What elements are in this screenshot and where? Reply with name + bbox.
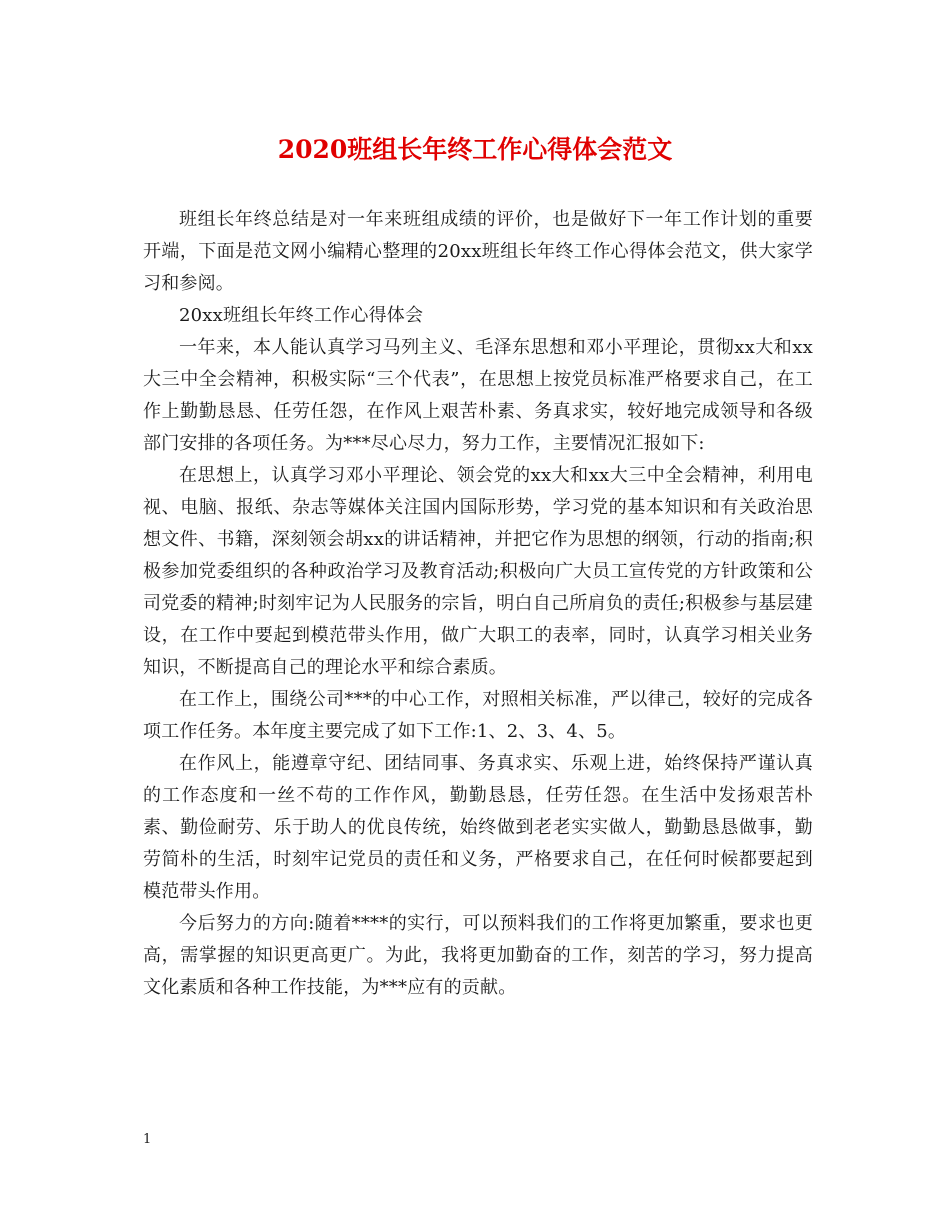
document-title: 2020班组长年终工作心得体会范文 bbox=[277, 135, 673, 164]
paragraph-future: 今后努力的方向:随着****的实行，可以预料我们的工作将更加繁重，要求也更高，需掌握的知识更高更广。为此，我将更加勤奋的工作，刻苦的学习，努力提高文化素质和各种工作技能，为***应有的贡献。 bbox=[143, 913, 813, 998]
paragraph-intro: 班组长年终总结是对一年来班组成绩的评价，也是做好下一年工作计划的重要开端，下面是范文网小编精心整理的20xx班组长年终工作心得体会范文，供大家学习和参阅。 bbox=[143, 209, 813, 294]
paragraph-subtitle: 20xx班组长年终工作心得体会 bbox=[179, 305, 424, 326]
paragraph-work: 在工作上，围绕公司***的中心工作，对照相关标准，严以律己，较好的完成各项工作任务。本年度主要完成了如下工作:1、2、3、4、5。 bbox=[143, 689, 813, 742]
paragraph-conduct: 在作风上，能遵章守纪、团结同事、务真求实、乐观上进，始终保持严谨认真的工作态度和一丝不苟的工作作风，勤勤恳恳，任劳任怨。在生活中发扬艰苦朴素、勤俭耐劳、乐于助人的优良传统，始终做到老老实实做人，勤勤恳恳做事，勤劳简朴的生活，时刻牢记党员的责任和义务，严格要求自己，在任何时候都要起到模范带头作用。 bbox=[143, 753, 813, 902]
page-number: 1 bbox=[143, 1132, 152, 1147]
paragraph-overview: 一年来，本人能认真学习马列主义、毛泽东思想和邓小平理论，贯彻xx大和xx大三中全会精神，积极实际“三个代表”，在思想上按党员标准严格要求自己，在工作上勤勤恳恳、任劳任怨，在作风上艰苦朴素、务真求实，较好地完成领导和各级部门安排的各项任务。为***尽心尽力，努力工作，主要情况汇报如下: bbox=[143, 337, 813, 454]
paragraph-ideology: 在思想上，认真学习邓小平理论、领会党的xx大和xx大三中全会精神，利用电视、电脑、报纸、杂志等媒体关注国内国际形势，学习党的基本知识和有关政治思想文件、书籍，深刻领会胡xx的讲话精神，并把它作为思想的纲领，行动的指南;积极参加党委组织的各种政治学习及教育活动;积极向广大员工宣传党的方针政策和公司党委的精神;时刻牢记为人民服务的宗旨，明白自己所肩负的责任;积极参与基层建设，在工作中要起到模范带头作用，做广大职工的表率，同时，认真学习相关业务知识，不断提高自己的理论水平和综合素质。 bbox=[143, 465, 813, 678]
document-body bbox=[143, 204, 813, 1004]
